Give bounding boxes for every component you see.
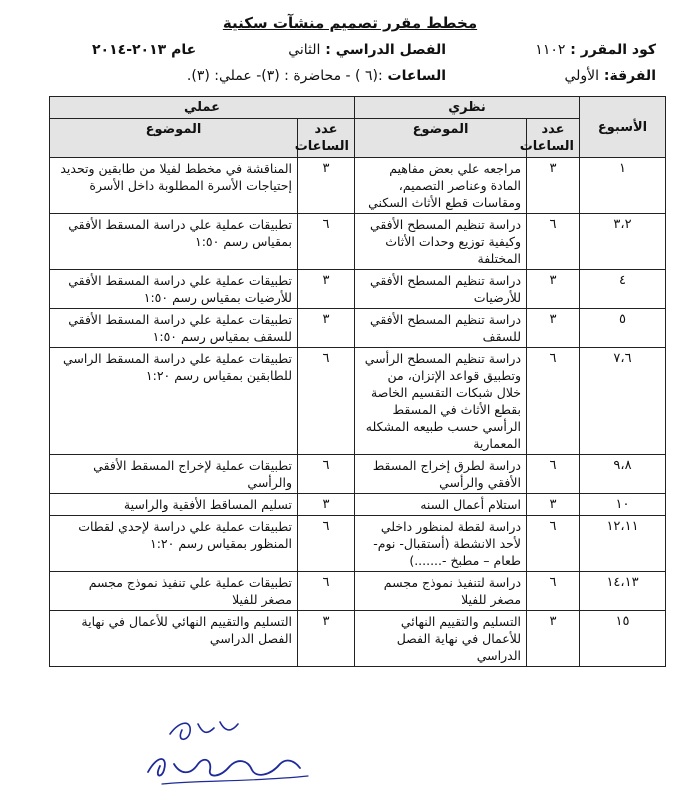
theory-topic-cell: مراجعه علي بعض مفاهيم المادة وعناصر التصميم، ومقاسات قطع الأثاث السكني (355, 158, 527, 214)
table-row (50, 309, 666, 348)
semester-label: الفصل الدراسي : (325, 42, 446, 58)
hours-label: الساعات (387, 68, 446, 84)
semester-value: الثاني (288, 42, 321, 58)
practical-topic-cell: تطبيقات عملية علي دراسة المسقط الأفقي بمقياس رسم ١:٥٠ (50, 214, 298, 270)
practical-header: عملي (50, 97, 355, 119)
practical-topic-cell: تطبيقات عملية علي دراسة المسقط الراسي للطابقين بمقياس رسم ١:٢٠ (50, 348, 298, 455)
practical-topic-cell: المناقشة في مخطط لفيلا من طابقين وتحديد إحتياجات الأسرة المطلوبة داخل الأسرة (50, 158, 298, 214)
theory-topic-cell: دراسة لطرق إخراج المسقط الأفقي والرأسي (355, 455, 527, 494)
table-row (50, 611, 666, 667)
level (564, 68, 656, 84)
week-cell: ١ (580, 158, 666, 214)
handwritten-signature (140, 712, 320, 792)
theory-topic-cell: التسليم والتقييم النهائي للأعمال في نهاية الفصل الدراسي (355, 611, 527, 667)
table-row (50, 214, 666, 270)
course-code-label: كود المقرر : (570, 42, 656, 58)
theory-hours-cell: ٣ (527, 270, 580, 309)
level-label: الفرقة: (603, 68, 656, 84)
practical-topic-cell: تسليم المساقط الأفقية والراسية (50, 494, 298, 516)
theory-hours-cell: ٦ (527, 516, 580, 572)
practical-hours-header: عدد الساعات (298, 119, 355, 158)
course-code (535, 42, 656, 58)
level-value: الأولي (564, 68, 600, 84)
hours-value: :(٦ ) - محاضرة : (٣)- عملي: (٣). (186, 68, 383, 84)
week-cell: ١٢،١١ (580, 516, 666, 572)
practical-hours-cell: ٦ (298, 348, 355, 455)
practical-topic-cell: تطبيقات عملية علي تنفيذ نموذج مجسم مصغر للفيلا (50, 572, 298, 611)
table-header-row (50, 97, 666, 119)
hours-summary (187, 68, 446, 84)
course-plan-table (49, 96, 666, 667)
practical-topic-cell: تطبيقات عملية لإخراج المسقط الأفقي والرأسي (50, 455, 298, 494)
table-row (50, 516, 666, 572)
week-cell: ١٥ (580, 611, 666, 667)
theory-topic-cell: دراسة تنظيم المسطح الأفقي للسقف (355, 309, 527, 348)
theory-hours-cell: ٣ (527, 309, 580, 348)
table-row (50, 455, 666, 494)
theory-topic-cell: دراسة لقطة لمنظور داخلي لأحد الانشطة (أستقبال- نوم- طعام – مطبخ -.......) (355, 516, 527, 572)
theory-topic-cell: دراسة تنظيم المسطح الرأسي وتطبيق قواعد الإتزان، من خلال شبكات التقسيم الخاصة بقطع الأثاث في المسقط الرأسي حسب طبيعه المشكله المعمارية (355, 348, 527, 455)
week-cell: ٣،٢ (580, 214, 666, 270)
practical-topic-cell: تطبيقات عملية علي دراسة المسقط الأفقي للسقف بمقياس رسم ١:٥٠ (50, 309, 298, 348)
theory-header: نظري (355, 97, 580, 119)
theory-topic-cell: دراسة لتنفيذ نموذج مجسم مصغر للفيلا (355, 572, 527, 611)
year-label: عام (171, 42, 197, 58)
table-row (50, 494, 666, 516)
practical-topic-cell: التسليم والتقييم النهائي للأعمال في نهاية الفصل الدراسي (50, 611, 298, 667)
week-cell: ٧،٦ (580, 348, 666, 455)
table-row (50, 348, 666, 455)
table-row (50, 158, 666, 214)
document-title: مخطط مقرر تصميم منشآت سكنية (222, 14, 478, 32)
practical-hours-cell: ٣ (298, 270, 355, 309)
theory-hours-cell: ٦ (527, 455, 580, 494)
practical-hours-cell: ٣ (298, 611, 355, 667)
theory-hours-cell: ٦ (527, 572, 580, 611)
theory-hours-cell: ٦ (527, 348, 580, 455)
practical-hours-cell: ٦ (298, 455, 355, 494)
year-value: ٢٠١٣-٢٠١٤ (92, 42, 167, 58)
practical-hours-cell: ٦ (298, 214, 355, 270)
week-cell: ١٠ (580, 494, 666, 516)
week-column-header: الأسبوع (580, 97, 666, 158)
practical-hours-cell: ٦ (298, 572, 355, 611)
table-row (50, 572, 666, 611)
theory-hours-header: عدد الساعات (527, 119, 580, 158)
theory-topic-header: الموضوع (355, 119, 527, 158)
theory-topic-cell: دراسة تنظيم المسطح الأفقي للأرضيات (355, 270, 527, 309)
signature-stroke-top (170, 722, 238, 739)
semester (288, 42, 446, 58)
table-subheader-row (50, 119, 666, 158)
course-code-value: ١١٠٢ (535, 42, 566, 58)
table-row (50, 270, 666, 309)
theory-hours-cell: ٣ (527, 494, 580, 516)
signature-underline (162, 776, 308, 784)
practical-hours-cell: ٣ (298, 158, 355, 214)
week-cell: ٩،٨ (580, 455, 666, 494)
practical-hours-cell: ٣ (298, 494, 355, 516)
week-cell: ٤ (580, 270, 666, 309)
practical-topic-cell: تطبيقات عملية علي دراسة المسقط الأفقي للأرضيات بمقياس رسم ١:٥٠ (50, 270, 298, 309)
theory-hours-cell: ٣ (527, 158, 580, 214)
theory-hours-cell: ٣ (527, 611, 580, 667)
practical-topic-cell: تطبيقات عملية علي دراسة لإحدي لقطات المنظور بمقياس رسم ١:٢٠ (50, 516, 298, 572)
practical-hours-cell: ٦ (298, 516, 355, 572)
signature-stroke-bottom (148, 759, 300, 776)
practical-hours-cell: ٣ (298, 309, 355, 348)
week-cell: ١٤،١٣ (580, 572, 666, 611)
theory-hours-cell: ٦ (527, 214, 580, 270)
theory-topic-cell: استلام أعمال السنه (355, 494, 527, 516)
practical-topic-header: الموضوع (50, 119, 298, 158)
week-cell: ٥ (580, 309, 666, 348)
theory-topic-cell: دراسة تنظيم المسطح الأفقي وكيفية توزيع وحدات الأثاث المختلفة (355, 214, 527, 270)
academic-year (92, 42, 196, 58)
